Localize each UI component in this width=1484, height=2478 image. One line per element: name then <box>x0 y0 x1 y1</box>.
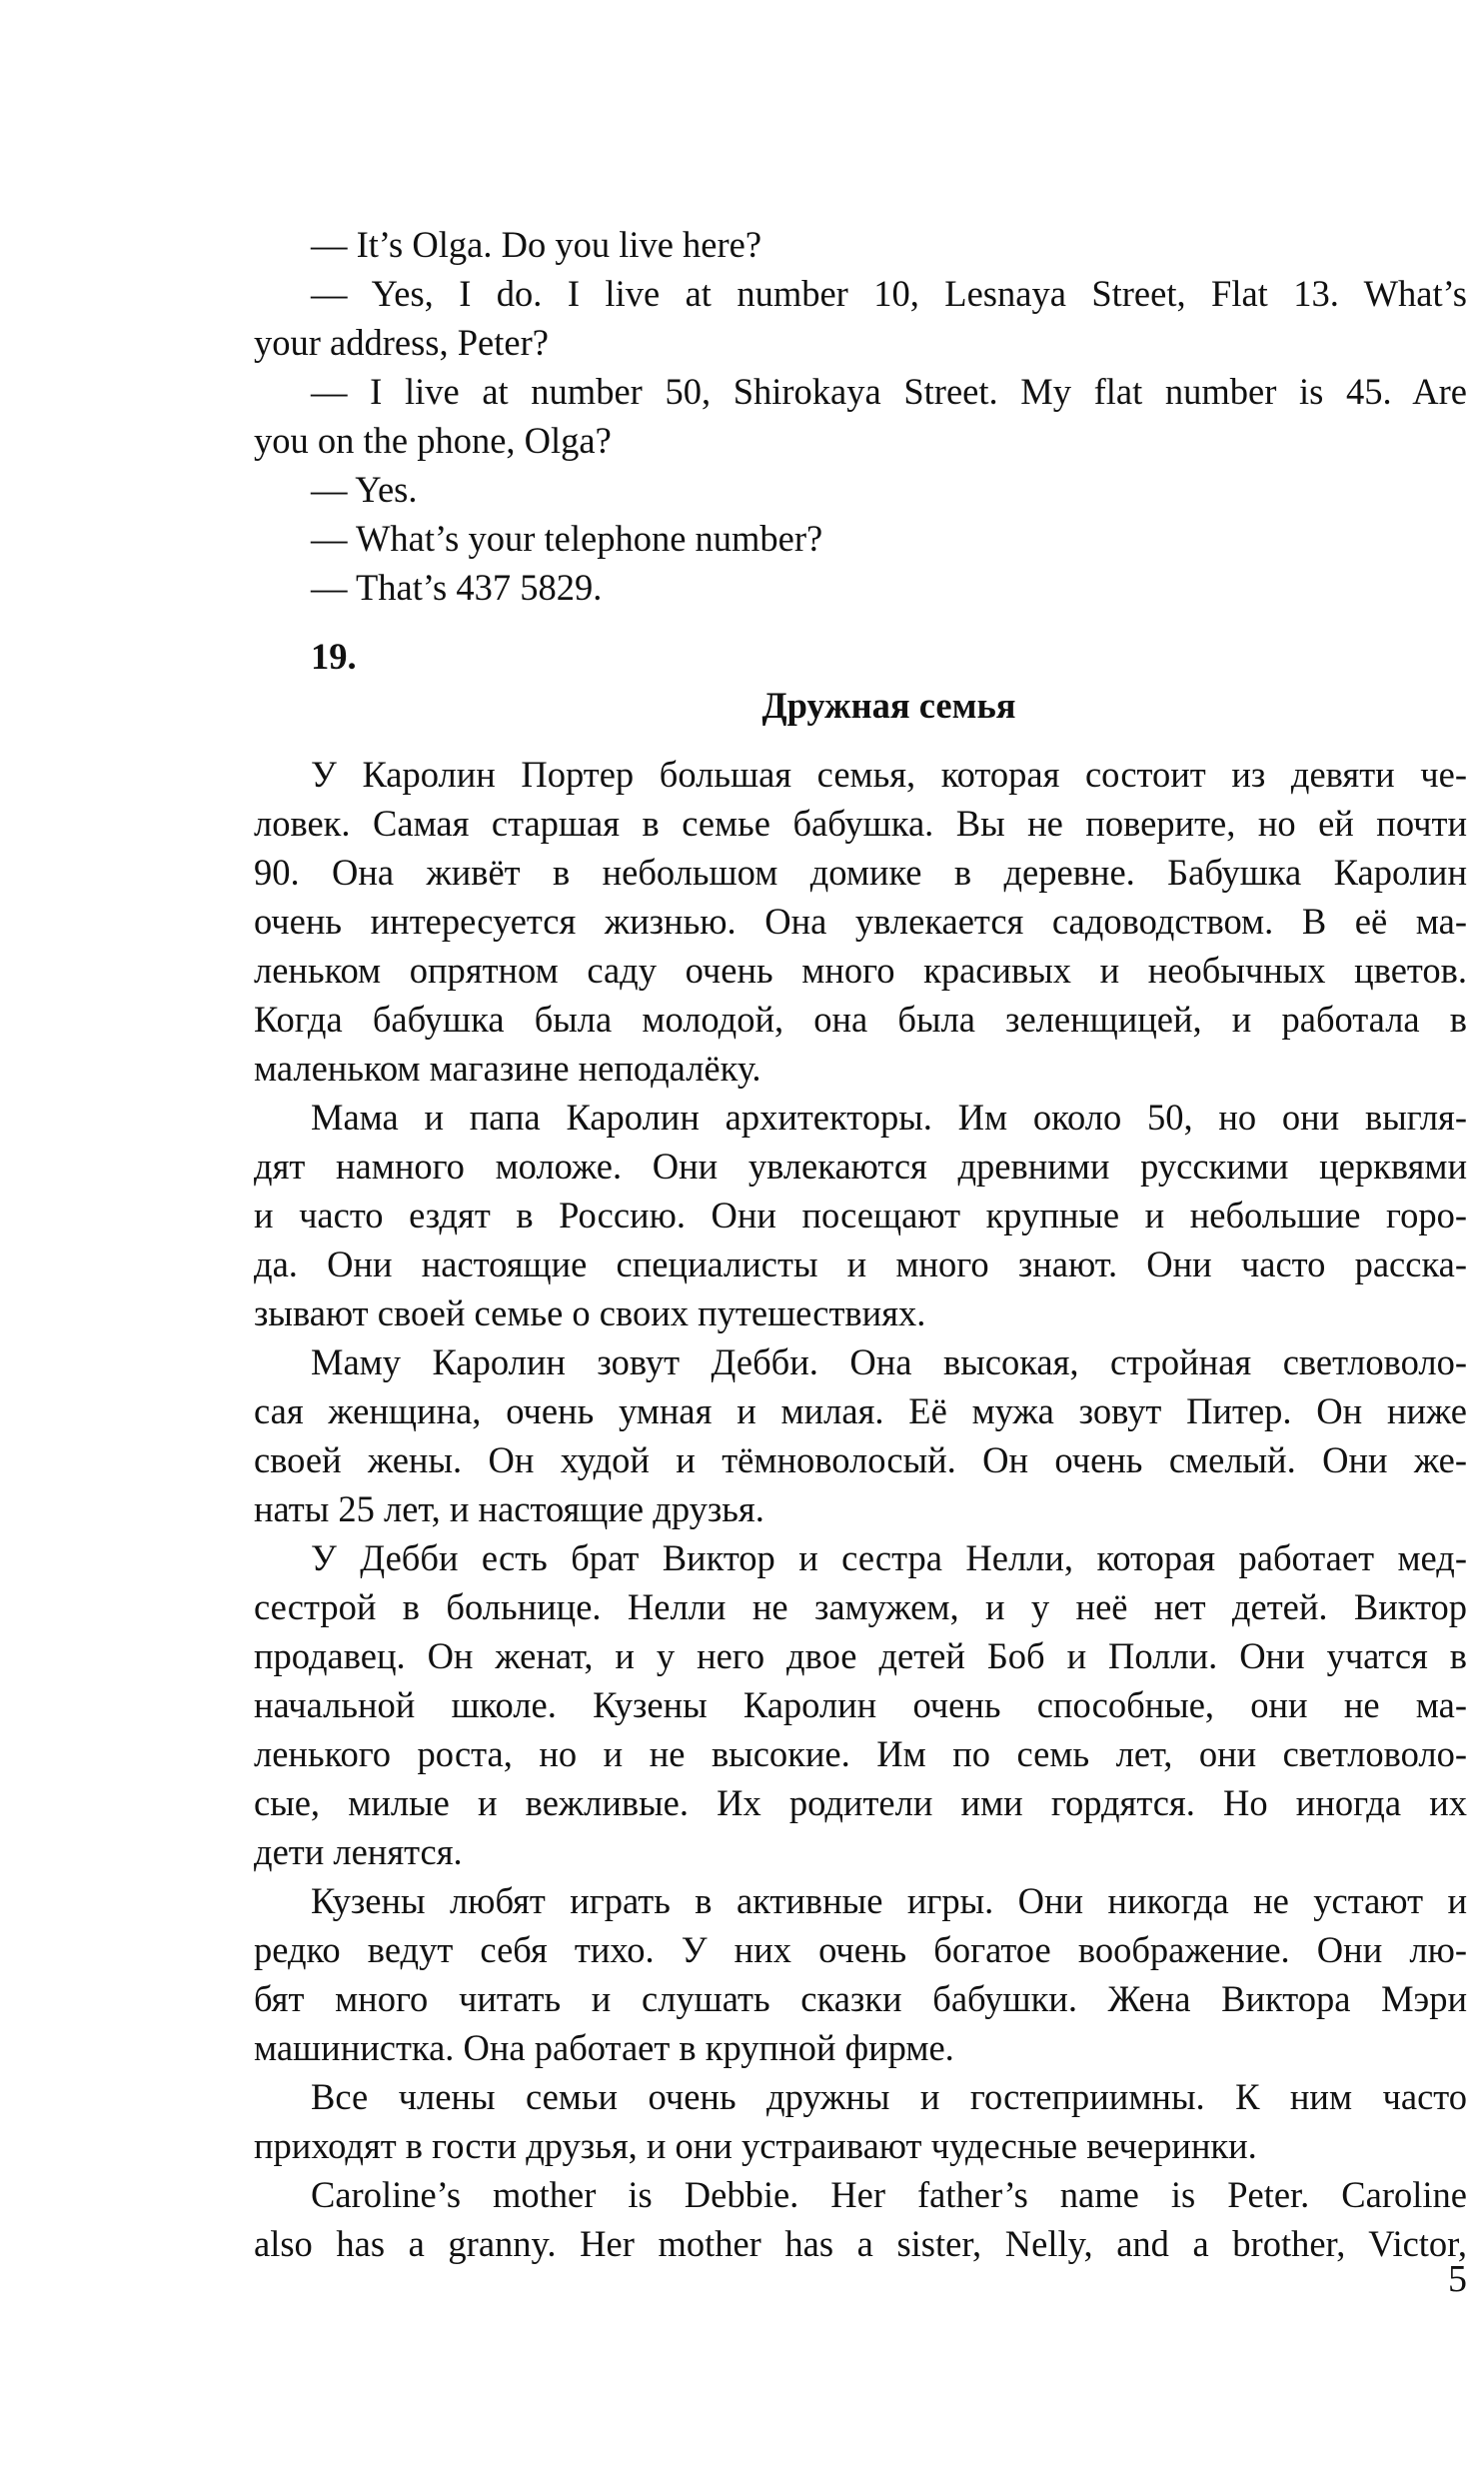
paragraph-line: наты 25 лет, и настоящие друзья. <box>254 1488 764 1529</box>
dialog-line: — It’s Olga. Do you live here? <box>311 224 762 265</box>
paragraph-line: маленьком магазине неподалёку. <box>254 1048 761 1089</box>
paragraph-line: зывают своей семье о своих путешествиях. <box>254 1292 926 1333</box>
paragraph-line: и часто ездят в Россию. Они посещают крупные и небольшие горо- <box>254 1195 1467 1236</box>
paragraph-line: леньком опрятном саду очень много красивых и необычных цветов. <box>254 950 1467 991</box>
paragraph-line: дят намного моложе. Они увлекаются древними русскими церквями <box>254 1146 1467 1187</box>
paragraph-line: Когда бабушка была молодой, она была зеленщицей, и работала в <box>254 999 1467 1040</box>
paragraph-line: дети ленятся. <box>254 1831 463 1872</box>
paragraph-line: ленького роста, но и не высокие. Им по семь лет, они светловоло- <box>254 1733 1467 1774</box>
paragraph <box>254 2170 1467 2268</box>
paragraph-line: У Каролин Портер большая семья, которая состоит из девяти че- <box>311 754 1467 795</box>
paragraph-line: да. Они настоящие специалисты и много знают. Они часто расска- <box>254 1243 1467 1284</box>
paragraph-line: продавец. Он женат, и у него двое детей Боб и Полли. Они учатся в <box>254 1635 1467 1676</box>
paragraph-line: Caroline’s mother is Debbie. Her father’s name is Peter. Caroline <box>311 2174 1467 2215</box>
page-number: 5 <box>1448 2258 1467 2300</box>
paragraph-line: ловек. Самая старшая в семье бабушка. Вы не поверите, но ей почти <box>254 803 1467 844</box>
paragraph-line: Маму Каролин зовут Дебби. Она высокая, стройная светловоло- <box>311 1341 1467 1382</box>
paragraph-line: редко ведут себя тихо. У них очень богатое воображение. Они лю- <box>254 1929 1467 1970</box>
paragraph <box>254 1337 1467 1533</box>
paragraph-line: своей жены. Он худой и тёмноволосый. Он очень смелый. Они же- <box>254 1439 1467 1480</box>
dialog-line: — What’s your telephone number? <box>311 518 823 559</box>
dialog-line: — Yes. <box>311 469 418 510</box>
paragraph-line: Мама и папа Каролин архитекторы. Им около 50, но они выгля- <box>311 1097 1467 1138</box>
dialog-block <box>254 220 1467 612</box>
paragraph <box>254 1093 1467 1337</box>
paragraph-line: очень интересуется жизнью. Она увлекается садоводством. В её ма- <box>254 901 1467 942</box>
paragraph-line: бят много читать и слушать сказки бабушки. Жена Виктора Мэри <box>254 1978 1467 2019</box>
paragraph-line: сая женщина, очень умная и милая. Её мужа зовут Питер. Он ниже <box>254 1390 1467 1431</box>
page-content <box>254 220 1467 2268</box>
paragraph-line: 90. Она живёт в небольшом домике в деревне. Бабушка Каролин <box>254 852 1467 893</box>
dialog-line: you on the phone, Olga? <box>254 420 612 461</box>
dialog-line: your address, Peter? <box>254 322 549 363</box>
paragraph-line: начальной школе. Кузены Каролин очень способные, они не ма- <box>254 1684 1467 1725</box>
paragraph-line: приходят в гости друзья, и они устраивают чудесные вечеринки. <box>254 2125 1257 2166</box>
paragraph-line: У Дебби есть брат Виктор и сестра Нелли, которая работает мед- <box>311 1537 1467 1578</box>
paragraph-line: сестрой в больнице. Нелли не замужем, и у неё нет детей. Виктор <box>254 1586 1467 1627</box>
section-title: Дружная семья <box>761 685 1016 726</box>
paragraph <box>254 1876 1467 2072</box>
paragraph <box>254 2072 1467 2170</box>
dialog-line: — That’s 437 5829. <box>311 567 603 608</box>
paragraph <box>254 1533 1467 1876</box>
dialog-line: — I live at number 50, Shirokaya Street. My flat number is 45. Are <box>311 371 1467 412</box>
exercise-number: 19. <box>311 636 357 677</box>
story-text <box>254 750 1467 2268</box>
dialog-line: — Yes, I do. I live at number 10, Lesnaya Street, Flat 13. What’s <box>311 273 1467 314</box>
paragraph-line: сые, милые и вежливые. Их родители ими гордятся. Но иногда их <box>254 1782 1467 1823</box>
paragraph-line: Кузены любят играть в активные игры. Они никогда не устают и <box>311 1880 1467 1921</box>
paragraph-line: also has a granny. Her mother has a sister, Nelly, and a brother, Victor, <box>254 2223 1467 2264</box>
paragraph <box>254 750 1467 1093</box>
paragraph-line: машинистка. Она работает в крупной фирме. <box>254 2027 954 2068</box>
paragraph-line: Все члены семьи очень дружны и гостеприимны. К ним часто <box>311 2076 1467 2117</box>
